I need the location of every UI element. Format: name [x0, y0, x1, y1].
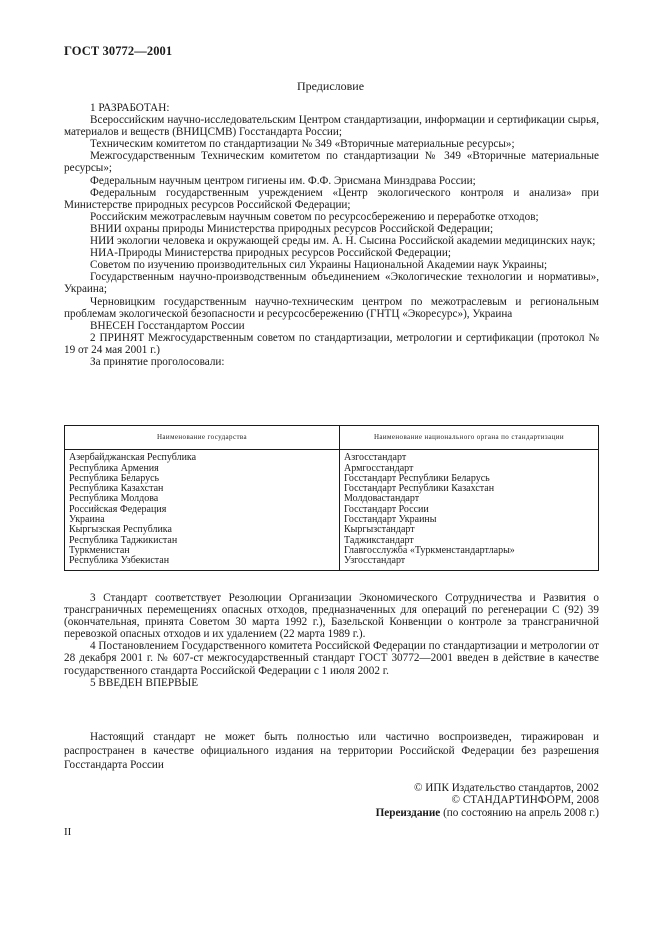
state-name: Азербайджанская Республика: [69, 452, 197, 464]
body-name: Узгосстандарт: [344, 555, 406, 567]
reprint-note: (по состоянию на апрель 2008 г.): [440, 806, 599, 819]
foreword-body: [64, 102, 599, 368]
body-name: Азгосстандарт: [344, 452, 407, 464]
paragraph: Всероссийским научно-исследовательским Центром стандартизации, информации и сертификации сырья, материалов и веществ (ВНИЦСМВ) Госстандарта России;: [64, 114, 599, 139]
body-name: Армгосстандарт: [344, 462, 414, 474]
paragraph: ВНЕСЕН Госстандартом России: [90, 319, 245, 332]
state-name: Республика Беларусь: [69, 472, 160, 484]
states-cell: [65, 450, 340, 570]
notice-text: Настоящий стандарт не может быть полностью или частично воспроизведен, тиражирован и распространен в качестве официального издания на территории Российской Федерации без разрешения Госстандарта России: [64, 731, 599, 772]
body-name: Госстандарт Украины: [344, 514, 437, 526]
paragraph: Российским межотраслевым научным советом по ресурсосбережению и переработке отходов;: [90, 210, 539, 223]
copyright-block: [376, 782, 599, 819]
reproduction-notice: [64, 730, 599, 773]
state-name: Республика Узбекистан: [69, 555, 170, 567]
table-row: [65, 450, 599, 570]
paragraph: Межгосударственным Техническим комитетом по стандартизации № 349 «Вторичные материальные ресурсы»;: [64, 150, 599, 175]
column-header-state: Наименование государства: [65, 426, 340, 450]
body-name: Госстандарт России: [344, 503, 429, 515]
page-title: Предисловие: [296, 79, 365, 93]
body-name: Главгосслужба «Туркменстандартлары»: [344, 544, 515, 556]
body-name: Таджикстандарт: [344, 534, 414, 546]
state-name: Кыргызская Республика: [69, 524, 172, 536]
reprint-line: [376, 807, 599, 819]
paragraph: НИА-Природы Министерства природных ресурсов Российской Федерации;: [90, 247, 451, 260]
bodies-cell: [340, 450, 599, 570]
paragraph: За принятие проголосовали:: [90, 355, 225, 368]
paragraph: Техническим комитетом по стандартизации № 349 «Вторичные материальные ресурсы»;: [90, 138, 515, 151]
reprint-label: Переиздание: [375, 806, 441, 819]
paragraph: Федеральным научным центром гигиены им. Ф.Ф. Эрисмана Минздрава России;: [90, 174, 476, 187]
body-name: Кыргызстандарт: [344, 524, 415, 536]
state-name: Украина: [69, 514, 105, 526]
state-name: Республика Таджикистан: [69, 534, 178, 546]
paragraph: Государственным научно-производственным объединением «Экологические технологии и нормативы», Украина;: [64, 271, 599, 296]
state-name: Республика Молдова: [69, 493, 159, 505]
paragraph: Федеральным государственным учреждением «Центр экологического контроля и анализа» при Министерстве природных ресурсов Российской Федерации;: [64, 186, 599, 211]
page-number: II: [64, 826, 72, 838]
paragraph: НИИ экологии человека и окружающей среды им. А. Н. Сысина Российской академии медицинских наук;: [90, 235, 596, 248]
copyright-line: © СТАНДАРТИНФОРМ, 2008: [451, 794, 599, 807]
body-name: Молдовастандарт: [344, 493, 420, 505]
voting-table: [64, 425, 599, 571]
table-header-row: [65, 426, 599, 450]
standard-number-header: ГОСТ 30772—2001: [64, 44, 173, 58]
paragraph: 1 РАЗРАБОТАН:: [90, 102, 170, 114]
paragraph: 3 Стандарт соответствует Резолюции Организации Экономического Сотрудничества и Развития о трансграничных перемещениях опасных отходов, предназначенных для операций по регенерации С (92) 39 (окончательная, принята Советом 30 марта 1992 г.), Базельской Конвенции о контроле за трансграничной перевозкой опасных отходов и их удалением (22 марта 1989 г.).: [64, 592, 599, 641]
paragraph: Черновицким государственным научно-техническим центром по межотраслевым и региональным проблемам экологической безопасности и ресурсосбережению (ГНТЦ «Экоресурс»), Украина: [64, 295, 599, 320]
paragraph: Советом по изучению производительных сил Украины Национальной Академии наук Украины;: [90, 259, 548, 272]
body-name: Госстандарт Республики Казахстан: [344, 483, 495, 495]
paragraph: ВНИИ охраны природы Министерства природных ресурсов Российской Федерации;: [90, 222, 494, 235]
paragraph: 4 Постановлением Государственного комитета Российской Федерации по стандартизации и метрологии от 28 декабря 2001 г. № 607-ст межгосударственный стандарт ГОСТ 30772—2001 введен в действие в качестве государственного стандарта Российской Федерации с 1 июля 2002 г.: [64, 640, 599, 677]
column-header-body: Наименование национального органа по стандартизации: [340, 426, 599, 450]
state-name: Республика Казахстан: [69, 483, 164, 495]
paragraph: 2 ПРИНЯТ Межгосударственным советом по стандартизации, метрологии и сертификации (протокол № 19 от 24 мая 2001 г.): [64, 331, 599, 356]
foreword-body-continued: [64, 592, 599, 689]
paragraph: 5 ВВЕДЕН ВПЕРВЫЕ: [90, 676, 199, 689]
body-name: Госстандарт Республики Беларусь: [344, 472, 490, 484]
copyright-line: © ИПК Издательство стандартов, 2002: [413, 782, 599, 794]
state-name: Российская Федерация: [69, 503, 167, 515]
state-name: Республика Армения: [69, 462, 159, 474]
state-name: Туркменистан: [69, 544, 130, 556]
